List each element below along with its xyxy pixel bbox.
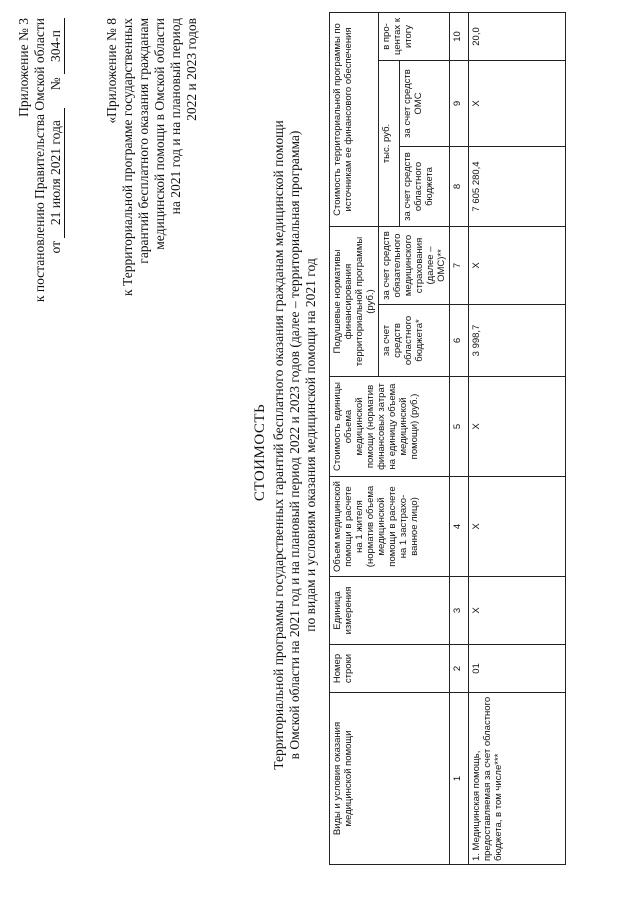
header-group-cost: Стоимость территориальной программы по источникам ее финансового обеспечения	[330, 12, 379, 226]
column-number-row	[450, 12, 469, 864]
appendix-header	[16, 18, 65, 358]
quote-block	[104, 18, 200, 348]
quote-line-2: к Территориальной программе государственных	[120, 18, 135, 296]
row-norm-budget: 3 998,7	[469, 305, 566, 377]
header-cost-budget: за счет средств областного бюджета	[400, 147, 450, 227]
row-name: 1. Медицинская помощь, предоставляемая за счет областного бюджета, в том числе***	[469, 693, 566, 865]
header-norm-budget: за счет средств областного бюджета*	[379, 305, 450, 377]
header-thousand-rub: тыс. руб.	[379, 61, 400, 227]
quote-line-1: «Приложение № 8	[104, 18, 119, 124]
header-unit-cost: Стоимость единицы объема медицинской помощи (норматив финансовых затрат на единицу объема медицинской помощи) (руб.)	[330, 377, 450, 477]
col-number: 4	[450, 477, 469, 577]
quote-line-5: на 2021 год и на плановый период	[168, 18, 183, 215]
header-group-norms: Подушевые нормативы финансирования территориальной программы (руб.)	[330, 227, 379, 377]
row-number: 01	[469, 645, 566, 693]
quote-line-6: 2022 и 2023 годов	[184, 18, 199, 121]
col-number: 1	[450, 693, 469, 865]
header-types: Виды и условия оказания медицинской помощи	[330, 693, 450, 865]
col-number: 9	[450, 61, 469, 147]
quote-line-3: гарантий бесплатного оказания гражданам	[136, 18, 151, 264]
number-label: №	[48, 77, 63, 91]
header-cost-oms: за счет средств ОМС	[400, 61, 450, 147]
appendix-number: Приложение № 3	[16, 18, 31, 117]
row-cost-oms: X	[469, 61, 566, 147]
row-percent: 20,0	[469, 12, 566, 60]
subtitle-line-2: в Омской области на 2021 год и на плановый период 2022 и 2023 годов (далее – территориальная программа)	[287, 130, 302, 760]
col-number: 8	[450, 147, 469, 227]
row-unit-cost: X	[469, 377, 566, 477]
header-volume: Объем медицинской помощи в расчете на 1 жителя (норматив объема медицинской помощи в расчете на 1 застрахо-ванное лицо)	[330, 477, 450, 577]
col-number: 6	[450, 305, 469, 377]
subtitle-line-1: Территориальной программы государственных гарантий бесплатного оказания гражданам медицинской помощи	[271, 120, 286, 770]
header-norm-oms: за счет средств обязательного медицинского страхования (далее – ОМС)**	[379, 227, 450, 305]
row-norm-oms: X	[469, 227, 566, 305]
subtitle-line-3: по видам и условиям оказания медицинской помощи на 2021 год	[303, 258, 318, 632]
header-percent: в про-центах к итогу	[379, 12, 450, 60]
appendix-date-line	[48, 18, 65, 358]
col-number: 5	[450, 377, 469, 477]
decree-date: 21 июля 2021 года	[48, 108, 65, 238]
header-row-number: Номер строки	[330, 645, 450, 693]
header-unit: Единица измерения	[330, 577, 450, 645]
document-title: СТОИМОСТЬ	[252, 403, 268, 502]
appendix-reference: к постановлению Правительства Омской области	[32, 18, 47, 303]
row-cost-budget: 7 605 280,4	[469, 147, 566, 227]
table-row	[469, 12, 566, 864]
decree-number: 304-п	[48, 18, 65, 74]
from-label: от	[48, 241, 63, 254]
row-unit: X	[469, 577, 566, 645]
col-number: 10	[450, 12, 469, 60]
col-number: 7	[450, 227, 469, 305]
col-number: 3	[450, 577, 469, 645]
cost-table	[329, 12, 566, 865]
row-volume: X	[469, 477, 566, 577]
document-subtitle	[271, 65, 319, 825]
col-number: 2	[450, 645, 469, 693]
quote-line-4: медицинской помощи в Омской области	[152, 18, 167, 250]
